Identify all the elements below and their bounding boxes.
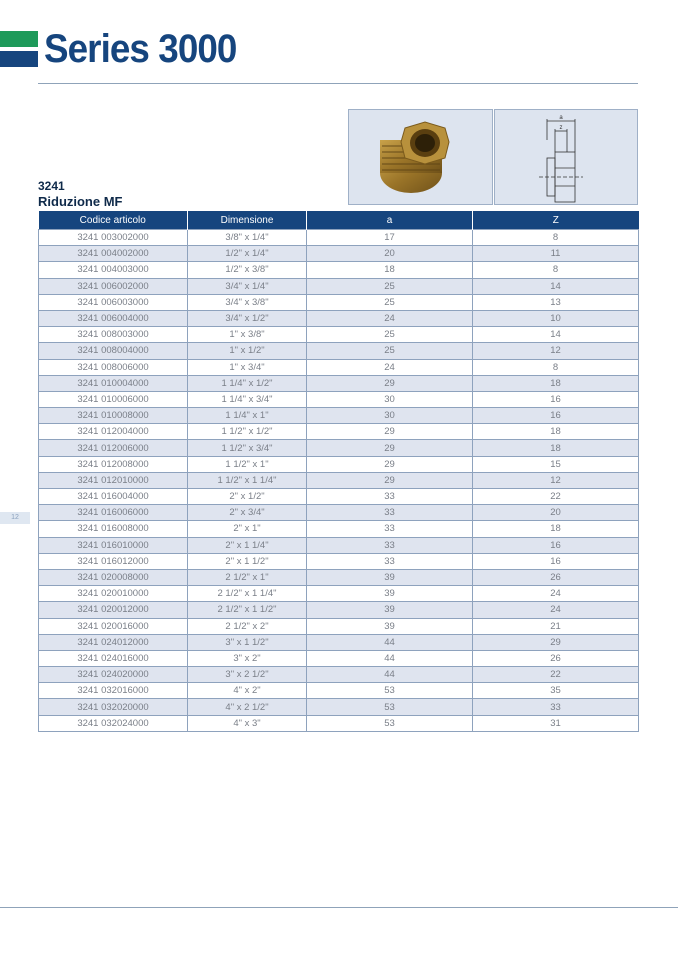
- cell-z: 31: [473, 715, 639, 731]
- cell-a: 29: [307, 456, 473, 472]
- cell-code: 3241 020012000: [39, 602, 188, 618]
- column-header-dimension: Dimensione: [188, 211, 307, 230]
- table-row: [39, 521, 639, 537]
- cell-a: 29: [307, 375, 473, 391]
- table-row: [39, 683, 639, 699]
- cell-a: 25: [307, 343, 473, 359]
- cell-a: 30: [307, 408, 473, 424]
- table-header-row: [39, 211, 639, 230]
- cell-code: 3241 016008000: [39, 521, 188, 537]
- cell-a: 25: [307, 278, 473, 294]
- cell-code: 3241 024012000: [39, 634, 188, 650]
- cell-code: 3241 016010000: [39, 537, 188, 553]
- cell-z: 29: [473, 634, 639, 650]
- cell-a: 39: [307, 602, 473, 618]
- cell-code: 3241 016004000: [39, 489, 188, 505]
- cell-z: 18: [473, 521, 639, 537]
- cell-code: 3241 024020000: [39, 667, 188, 683]
- table-row: [39, 618, 639, 634]
- table-row: [39, 489, 639, 505]
- cell-code: 3241 004003000: [39, 262, 188, 278]
- cell-code: 3241 020010000: [39, 586, 188, 602]
- drawing-label-a: a: [559, 115, 563, 121]
- cell-a: 20: [307, 246, 473, 262]
- cell-z: 18: [473, 424, 639, 440]
- cell-code: 3241 020008000: [39, 569, 188, 585]
- cell-z: 22: [473, 489, 639, 505]
- table-row: [39, 586, 639, 602]
- cell-dimension: 4" x 2 1/2": [188, 699, 307, 715]
- cell-dimension: 1/2" x 1/4": [188, 246, 307, 262]
- cell-code: 3241 032024000: [39, 715, 188, 731]
- cell-a: 30: [307, 391, 473, 407]
- cell-a: 33: [307, 505, 473, 521]
- table-row: [39, 294, 639, 310]
- cell-dimension: 2" x 1 1/4": [188, 537, 307, 553]
- cell-a: 44: [307, 650, 473, 666]
- table-row: [39, 505, 639, 521]
- cell-dimension: 2 1/2" x 1 1/2": [188, 602, 307, 618]
- cell-code: 3241 010006000: [39, 391, 188, 407]
- table-row: [39, 715, 639, 731]
- cell-dimension: 4" x 2": [188, 683, 307, 699]
- column-header-z: Z: [473, 211, 639, 230]
- cell-a: 53: [307, 699, 473, 715]
- logo-blue-bar: [0, 51, 38, 67]
- cell-z: 24: [473, 586, 639, 602]
- cell-dimension: 1" x 3/4": [188, 359, 307, 375]
- cell-dimension: 1 1/4" x 3/4": [188, 391, 307, 407]
- table-row: [39, 699, 639, 715]
- cell-z: 14: [473, 327, 639, 343]
- cell-z: 35: [473, 683, 639, 699]
- product-name: Riduzione MF: [38, 194, 123, 209]
- cell-a: 39: [307, 586, 473, 602]
- table-row: [39, 634, 639, 650]
- cell-a: 29: [307, 424, 473, 440]
- cell-dimension: 3" x 1 1/2": [188, 634, 307, 650]
- cell-a: 44: [307, 634, 473, 650]
- cell-dimension: 2" x 1/2": [188, 489, 307, 505]
- product-photo: [348, 109, 493, 205]
- cell-dimension: 4" x 3": [188, 715, 307, 731]
- cell-a: 25: [307, 294, 473, 310]
- table-row: [39, 667, 639, 683]
- cell-z: 22: [473, 667, 639, 683]
- table-row: [39, 327, 639, 343]
- table-row: [39, 375, 639, 391]
- cell-z: 24: [473, 602, 639, 618]
- table-row: [39, 456, 639, 472]
- table-row: [39, 359, 639, 375]
- table-row: [39, 391, 639, 407]
- cell-dimension: 1" x 1/2": [188, 343, 307, 359]
- cell-a: 53: [307, 715, 473, 731]
- specification-table: [38, 211, 639, 732]
- bushing-drawing-icon: [495, 110, 637, 204]
- cell-z: 10: [473, 310, 639, 326]
- drawing-label-z: z: [559, 125, 563, 131]
- cell-code: 3241 010008000: [39, 408, 188, 424]
- bushing-photo-icon: [349, 110, 492, 204]
- cell-code: 3241 032020000: [39, 699, 188, 715]
- cell-dimension: 1 1/4" x 1": [188, 408, 307, 424]
- cell-z: 21: [473, 618, 639, 634]
- page-title: Series 3000: [44, 27, 237, 71]
- cell-code: 3241 006002000: [39, 278, 188, 294]
- cell-z: 8: [473, 359, 639, 375]
- cell-dimension: 1 1/2" x 1": [188, 456, 307, 472]
- table-row: [39, 343, 639, 359]
- cell-code: 3241 004002000: [39, 246, 188, 262]
- cell-z: 11: [473, 246, 639, 262]
- column-header-a: a: [307, 211, 473, 230]
- cell-z: 18: [473, 440, 639, 456]
- cell-code: 3241 012006000: [39, 440, 188, 456]
- cell-dimension: 1/2" x 3/8": [188, 262, 307, 278]
- brand-logo: [0, 31, 38, 67]
- cell-a: 53: [307, 683, 473, 699]
- cell-a: 29: [307, 440, 473, 456]
- cell-code: 3241 008004000: [39, 343, 188, 359]
- table-row: [39, 440, 639, 456]
- cell-code: 3241 016006000: [39, 505, 188, 521]
- cell-z: 20: [473, 505, 639, 521]
- cell-z: 15: [473, 456, 639, 472]
- page-number: 12: [0, 512, 30, 524]
- title-divider: [38, 83, 638, 84]
- cell-z: 12: [473, 343, 639, 359]
- cell-a: 29: [307, 472, 473, 488]
- cell-code: 3241 006004000: [39, 310, 188, 326]
- technical-drawing: [494, 109, 638, 205]
- cell-code: 3241 024016000: [39, 650, 188, 666]
- table-row: [39, 650, 639, 666]
- table-row: [39, 537, 639, 553]
- cell-code: 3241 003002000: [39, 230, 188, 246]
- cell-dimension: 3/4" x 1/4": [188, 278, 307, 294]
- cell-code: 3241 010004000: [39, 375, 188, 391]
- cell-dimension: 3/4" x 3/8": [188, 294, 307, 310]
- cell-a: 39: [307, 618, 473, 634]
- cell-dimension: 1 1/2" x 1 1/4": [188, 472, 307, 488]
- cell-dimension: 2 1/2" x 2": [188, 618, 307, 634]
- cell-code: 3241 012004000: [39, 424, 188, 440]
- cell-z: 16: [473, 537, 639, 553]
- table-row: [39, 553, 639, 569]
- cell-z: 33: [473, 699, 639, 715]
- cell-dimension: 3" x 2 1/2": [188, 667, 307, 683]
- cell-code: 3241 012010000: [39, 472, 188, 488]
- cell-code: 3241 008006000: [39, 359, 188, 375]
- cell-dimension: 2" x 3/4": [188, 505, 307, 521]
- cell-code: 3241 032016000: [39, 683, 188, 699]
- cell-dimension: 1 1/4" x 1/2": [188, 375, 307, 391]
- cell-a: 44: [307, 667, 473, 683]
- cell-z: 14: [473, 278, 639, 294]
- cell-z: 26: [473, 650, 639, 666]
- cell-z: 8: [473, 230, 639, 246]
- table-row: [39, 278, 639, 294]
- cell-dimension: 1" x 3/8": [188, 327, 307, 343]
- cell-z: 12: [473, 472, 639, 488]
- table-row: [39, 569, 639, 585]
- column-header-code: Codice articolo: [39, 211, 188, 230]
- cell-a: 33: [307, 537, 473, 553]
- cell-dimension: 1 1/2" x 1/2": [188, 424, 307, 440]
- cell-a: 24: [307, 359, 473, 375]
- cell-a: 33: [307, 553, 473, 569]
- table-row: [39, 424, 639, 440]
- table-row: [39, 246, 639, 262]
- table-row: [39, 472, 639, 488]
- logo-green-bar: [0, 31, 38, 47]
- cell-a: 25: [307, 327, 473, 343]
- cell-a: 17: [307, 230, 473, 246]
- cell-z: 16: [473, 391, 639, 407]
- table-row: [39, 230, 639, 246]
- cell-dimension: 3/8" x 1/4": [188, 230, 307, 246]
- cell-z: 13: [473, 294, 639, 310]
- cell-dimension: 2" x 1": [188, 521, 307, 537]
- table-row: [39, 310, 639, 326]
- cell-a: 33: [307, 489, 473, 505]
- cell-a: 18: [307, 262, 473, 278]
- footer-divider: [0, 907, 678, 908]
- cell-dimension: 3/4" x 1/2": [188, 310, 307, 326]
- cell-z: 16: [473, 408, 639, 424]
- cell-dimension: 2 1/2" x 1": [188, 569, 307, 585]
- cell-code: 3241 006003000: [39, 294, 188, 310]
- cell-dimension: 2" x 1 1/2": [188, 553, 307, 569]
- table-row: [39, 602, 639, 618]
- cell-a: 24: [307, 310, 473, 326]
- table-row: [39, 408, 639, 424]
- cell-code: 3241 012008000: [39, 456, 188, 472]
- cell-z: 16: [473, 553, 639, 569]
- cell-a: 39: [307, 569, 473, 585]
- cell-z: 8: [473, 262, 639, 278]
- cell-z: 26: [473, 569, 639, 585]
- cell-code: 3241 016012000: [39, 553, 188, 569]
- cell-dimension: 2 1/2" x 1 1/4": [188, 586, 307, 602]
- cell-dimension: 3" x 2": [188, 650, 307, 666]
- cell-a: 33: [307, 521, 473, 537]
- table-row: [39, 262, 639, 278]
- cell-dimension: 1 1/2" x 3/4": [188, 440, 307, 456]
- cell-z: 18: [473, 375, 639, 391]
- table-body: [39, 230, 639, 732]
- product-code: 3241: [38, 179, 65, 193]
- cell-code: 3241 020016000: [39, 618, 188, 634]
- cell-code: 3241 008003000: [39, 327, 188, 343]
